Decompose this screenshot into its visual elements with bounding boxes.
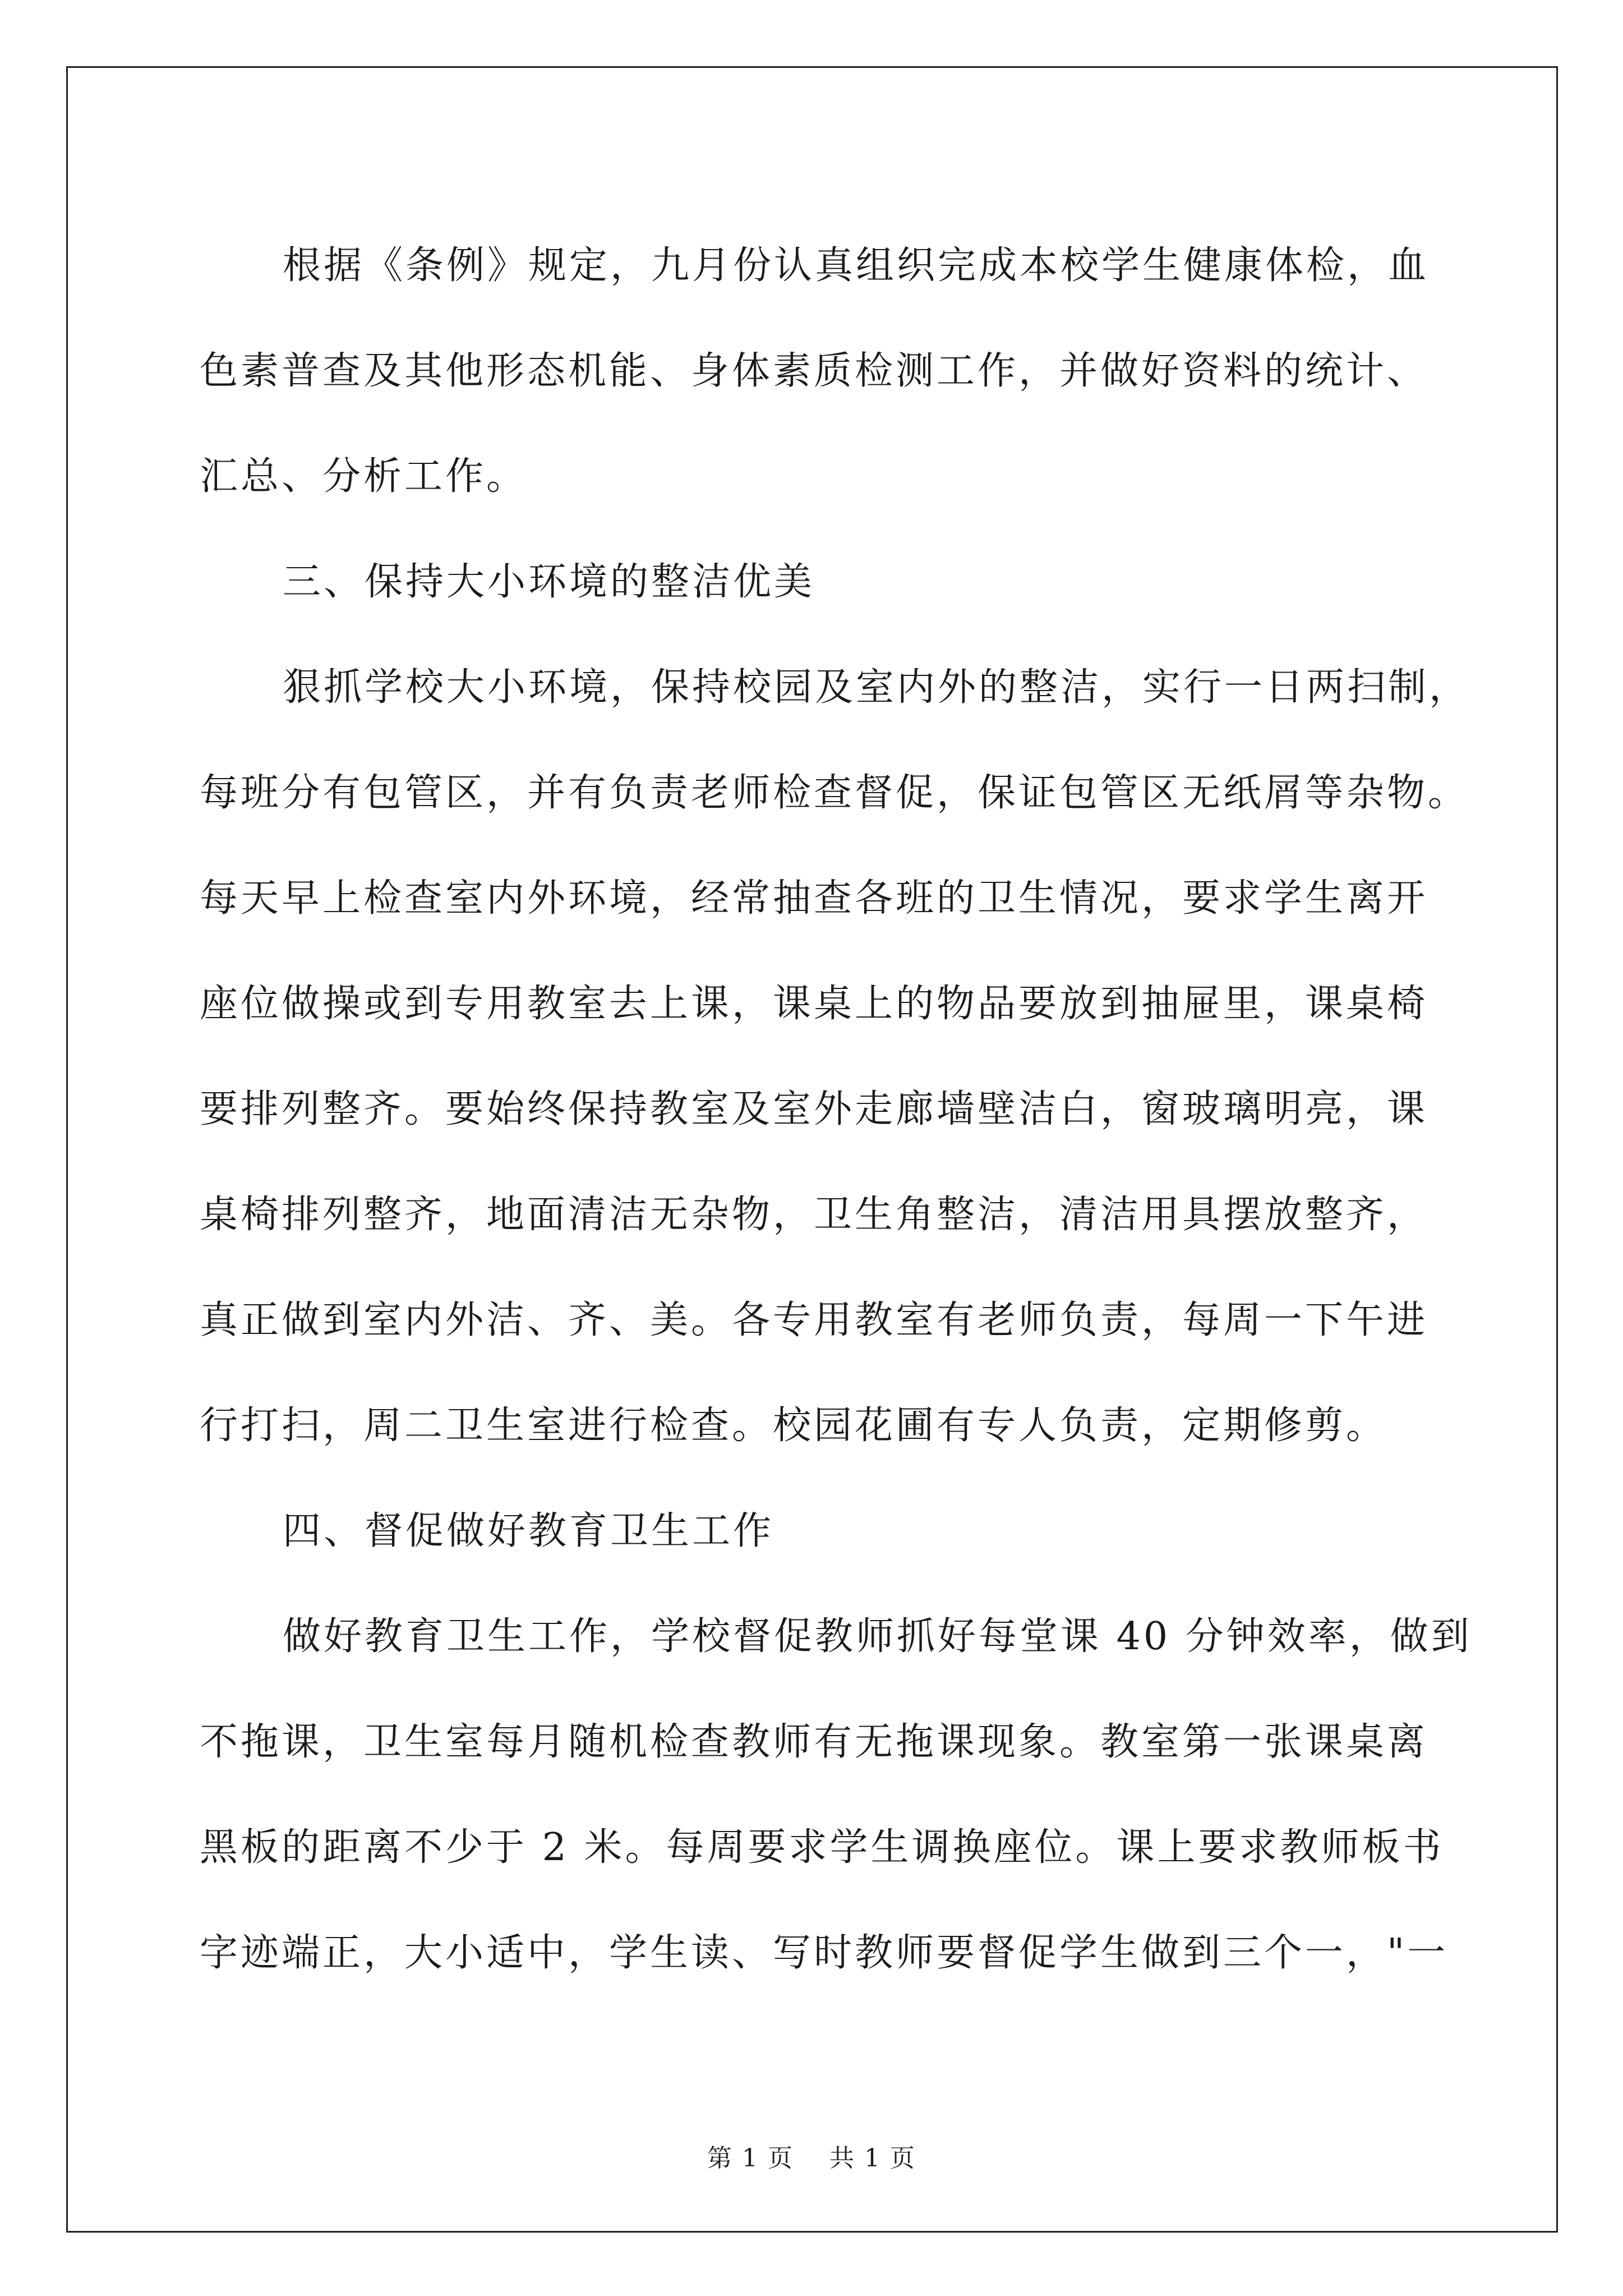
document-body bbox=[200, 213, 1472, 2006]
paragraph-line: 真正做到室内外洁、齐、美。各专用教室有老师负责，每周一下午进 bbox=[200, 1298, 1428, 1342]
paragraph-line: 根据《条例》规定，九月份认真组织完成本校学生健康体检，血 bbox=[283, 243, 1430, 288]
paragraph-line: 不拖课，卫生室每月随机检查教师有无拖课现象。教室第一张课桌离 bbox=[200, 1720, 1428, 1764]
page-footer: 第 1 页 共 1 页 bbox=[707, 2144, 916, 2173]
paragraph-line: 桌椅排列整齐，地面清洁无杂物，卫生角整洁，清洁用具摆放整齐， bbox=[200, 1193, 1428, 1237]
paragraph-line: 每班分有包管区，并有负责老师检查督促，保证包管区无纸屑等杂物。 bbox=[200, 771, 1469, 815]
paragraph-line: 每天早上检查室内外环境，经常抽查各班的卫生情况，要求学生离开 bbox=[200, 876, 1428, 921]
paragraph-line: 座位做操或到专用教室去上课，课桌上的物品要放到抽屉里，课桌椅 bbox=[200, 982, 1428, 1026]
paragraph-line: 色素普查及其他形态机能、身体素质检测工作，并做好资料的统计、 bbox=[200, 349, 1428, 393]
paragraph-line: 狠抓学校大小环境，保持校园及室内外的整洁，实行一日两扫制， bbox=[283, 665, 1470, 710]
paragraph-line: 汇总、分析工作。 bbox=[200, 454, 528, 499]
paragraph-line: 字迹端正，大小适中，学生读、写时教师要督促学生做到三个一，"一 bbox=[200, 1931, 1449, 1975]
section-heading: 四、督促做好教育卫生工作 bbox=[283, 1509, 774, 1553]
paragraph-line: 做好教育卫生工作，学校督促教师抓好每堂课 40 分钟效率，做到 bbox=[283, 1614, 1472, 1659]
paragraph-line: 要排列整齐。要始终保持教室及室外走廊墙壁洁白，窗玻璃明亮，课 bbox=[200, 1087, 1428, 1131]
paragraph-line: 黑板的距离不少于 2 米。每周要求学生调换座位。课上要求教师板书 bbox=[200, 1825, 1444, 1870]
paragraph-line: 行打扫，周二卫生室进行检查。校园花圃有专人负责，定期修剪。 bbox=[200, 1404, 1387, 1448]
section-heading: 三、保持大小环境的整洁优美 bbox=[283, 560, 815, 604]
